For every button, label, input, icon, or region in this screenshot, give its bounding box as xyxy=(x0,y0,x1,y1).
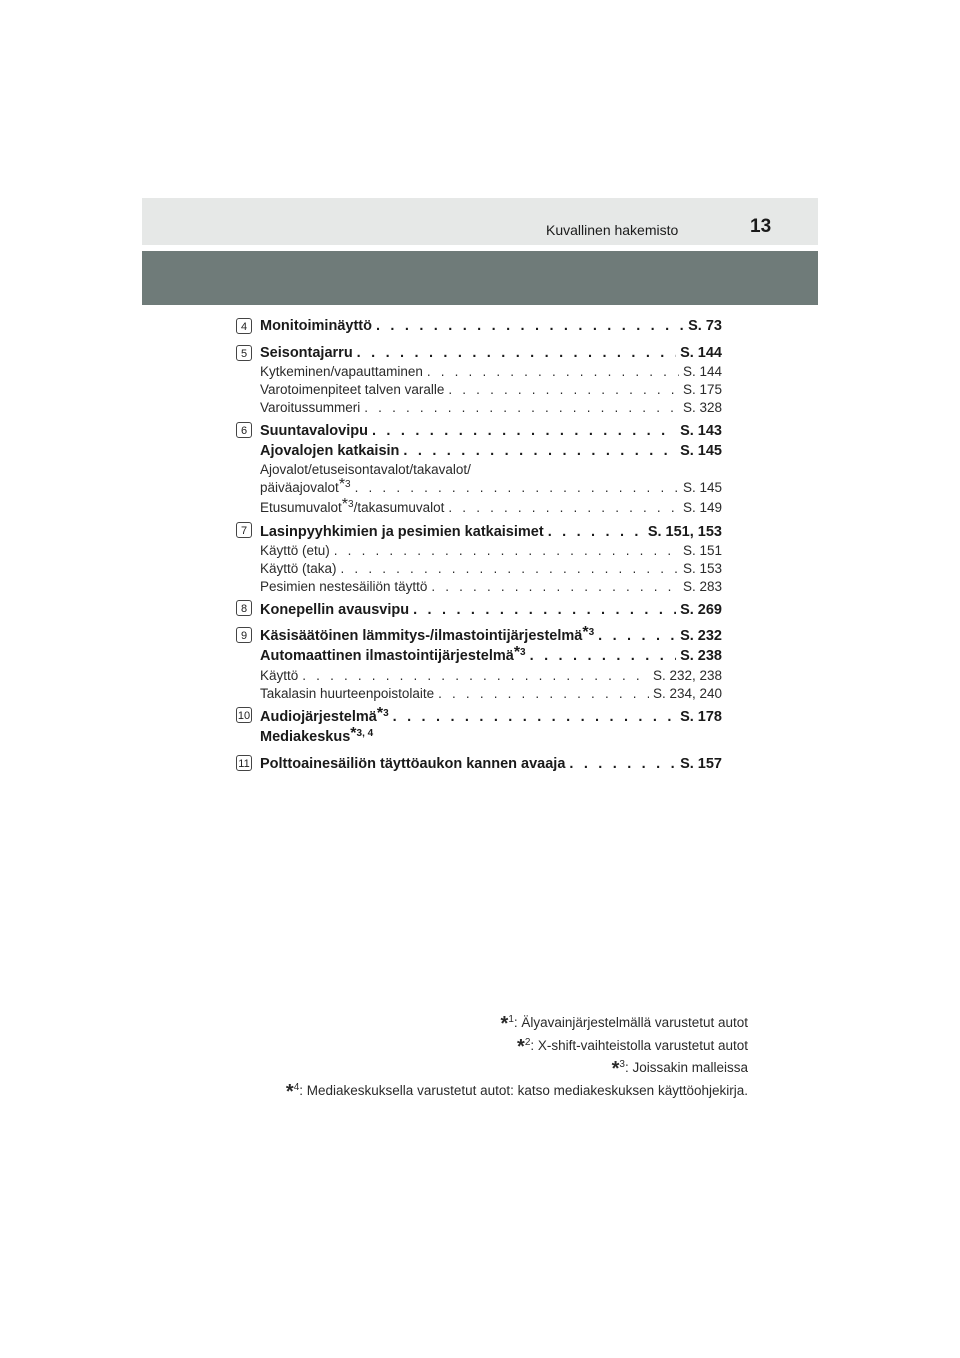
section-badge-7: 7 xyxy=(236,522,252,538)
toc-page: S. 283 xyxy=(682,579,722,594)
footnote-1 xyxy=(501,1013,748,1036)
toc-page: S. 175 xyxy=(682,382,722,397)
asterisk-icon: * xyxy=(513,644,521,661)
toc-page: S. 145 xyxy=(680,443,722,459)
leader-dots xyxy=(598,628,676,644)
toc-label: Varotoimenpiteet talven varalle xyxy=(260,382,445,397)
toc-page: S. 234, 240 xyxy=(652,686,722,701)
footnote-4 xyxy=(286,1081,748,1104)
toc-label: Polttoainesäiliön täyttöaukon kannen avaaja xyxy=(260,756,566,772)
leader-dots xyxy=(334,543,679,558)
asterisk-icon: * xyxy=(611,1058,620,1080)
leader-dots xyxy=(548,524,644,540)
toc-label: Audiojärjestelmä xyxy=(260,709,377,725)
toc-label-suffix: /takasumuvalot xyxy=(353,500,445,515)
section-title: Kuvallinen hakemisto xyxy=(546,222,679,238)
toc-label: Automaattinen ilmastointijärjestelmä xyxy=(260,648,514,664)
toc-subentry[interactable] xyxy=(260,364,722,379)
section-badge-5: 5 xyxy=(236,345,252,361)
leader-dots xyxy=(431,579,679,594)
toc-page: S. 144 xyxy=(680,345,722,361)
toc-page: S. 328 xyxy=(682,400,722,415)
toc-label: Etusumuvalot xyxy=(260,500,342,515)
section-badge-9: 9 xyxy=(236,627,252,643)
toc-label: päiväajovalot xyxy=(260,480,339,495)
toc-label: Konepellin avausvipu xyxy=(260,602,410,618)
toc-label: Käyttö (etu) xyxy=(260,543,330,558)
footnote-ref: 3 xyxy=(348,499,354,510)
asterisk-icon: * xyxy=(285,1081,294,1103)
leader-dots xyxy=(530,648,676,664)
toc-entry[interactable] xyxy=(260,624,722,644)
footnote-ref: 3, 4 xyxy=(356,728,374,739)
asterisk-icon: * xyxy=(341,496,349,513)
leader-dots xyxy=(376,318,684,334)
section-banner xyxy=(142,251,818,305)
leader-dots xyxy=(364,400,679,415)
page-number: 13 xyxy=(750,216,772,237)
asterisk-icon: * xyxy=(517,1036,525,1058)
toc-label: Monitoiminäyttö xyxy=(260,318,372,334)
footnote-ref: 3 xyxy=(383,708,389,719)
toc-entry[interactable] xyxy=(260,602,722,618)
footnote-number: 1 xyxy=(508,1014,514,1025)
leader-dots xyxy=(355,480,679,495)
leader-dots xyxy=(341,561,679,576)
toc-label: Käsisäätöinen lämmitys-/ilmastointijärjestelmä xyxy=(260,628,583,644)
toc-subentry[interactable] xyxy=(260,543,722,558)
toc-page: S. 151 xyxy=(682,543,722,558)
footnote-text: : Mediakeskuksella varustetut autot: katso mediakeskuksen käyttöohjekirja. xyxy=(299,1083,748,1098)
asterisk-icon: * xyxy=(350,725,357,742)
toc-page: S. 144 xyxy=(682,364,722,379)
toc-page: S. 232 xyxy=(680,628,722,644)
toc-page: S. 151, 153 xyxy=(647,524,722,540)
section-badge-11: 11 xyxy=(236,755,252,771)
toc-page: S. 145 xyxy=(682,480,722,495)
leader-dots xyxy=(302,668,649,683)
toc-page: S. 143 xyxy=(680,423,722,439)
toc-page: S. 232, 238 xyxy=(652,668,722,683)
footnote-number: 2 xyxy=(524,1037,531,1048)
toc-label: Kytkeminen/vapauttaminen xyxy=(260,364,423,379)
toc-entry[interactable] xyxy=(260,524,722,540)
section-badge-10: 10 xyxy=(236,707,252,723)
toc-entry[interactable] xyxy=(260,345,722,361)
leader-dots xyxy=(372,423,676,439)
footnote-text: : X-shift-vaihteistolla varustetut autot xyxy=(530,1038,748,1053)
toc-label: Mediakeskus xyxy=(260,729,351,745)
toc-label: Takalasin huurteenpoistolaite xyxy=(260,686,435,701)
toc-page: S. 149 xyxy=(682,500,722,515)
footnote-2 xyxy=(517,1036,748,1059)
toc-label: Käyttö xyxy=(260,668,299,683)
footnote-ref: 3 xyxy=(345,479,351,490)
toc-page: S. 153 xyxy=(682,561,722,576)
footnote-3 xyxy=(612,1058,748,1081)
section-badge-4: 4 xyxy=(236,318,252,334)
footnote-ref: 3 xyxy=(588,627,595,638)
header-band xyxy=(142,198,818,245)
toc-subentry[interactable] xyxy=(260,686,722,701)
toc-subentry-label: Ajovalot/etuseisontavalot/takavalot/ xyxy=(260,462,471,477)
leader-dots xyxy=(403,443,676,459)
leader-dots xyxy=(427,364,679,379)
leader-dots xyxy=(448,382,679,397)
toc-subentry[interactable] xyxy=(260,400,722,415)
toc-label: Seisontajarru xyxy=(260,345,353,361)
footnote-ref: 3 xyxy=(520,647,526,658)
asterisk-icon: * xyxy=(500,1013,509,1035)
asterisk-icon: * xyxy=(582,624,589,641)
toc-label: Käyttö (taka) xyxy=(260,561,337,576)
toc-label: Varoitussummeri xyxy=(260,400,361,415)
toc-subentry[interactable] xyxy=(260,561,722,576)
toc-entry[interactable] xyxy=(260,423,722,439)
toc-page: S. 238 xyxy=(680,648,722,664)
toc-label: Ajovalojen katkaisin xyxy=(260,443,400,459)
section-badge-6: 6 xyxy=(236,422,252,438)
toc-entry[interactable] xyxy=(260,705,722,725)
footnote-number: 4 xyxy=(293,1082,300,1093)
toc-subentry[interactable] xyxy=(260,382,722,397)
asterisk-icon: * xyxy=(376,705,384,722)
leader-dots xyxy=(413,602,676,618)
footnote-text: : Joissakin malleissa xyxy=(624,1060,748,1075)
toc-entry[interactable] xyxy=(260,443,722,459)
leader-dots xyxy=(438,686,649,701)
toc-label: Lasinpyyhkimien ja pesimien katkaisimet xyxy=(260,524,544,540)
leader-dots xyxy=(357,345,676,361)
toc-entry[interactable] xyxy=(260,725,722,745)
asterisk-icon: * xyxy=(338,476,346,493)
leader-dots xyxy=(569,756,676,772)
toc-entry[interactable] xyxy=(260,644,722,664)
toc-page: S. 269 xyxy=(680,602,722,618)
toc-page: S. 157 xyxy=(680,756,722,772)
leader-dots xyxy=(393,709,676,725)
toc-page: S. 73 xyxy=(688,318,722,334)
toc-entry[interactable] xyxy=(260,318,722,334)
footnote-number: 3 xyxy=(619,1059,625,1070)
toc-subentry[interactable] xyxy=(260,496,722,515)
toc-subentry[interactable] xyxy=(260,476,722,495)
toc-entry[interactable] xyxy=(260,756,722,772)
toc-label: Suuntavalovipu xyxy=(260,423,368,439)
toc-subentry[interactable] xyxy=(260,668,722,683)
toc-subentry[interactable] xyxy=(260,579,722,594)
footnote-text: : Älyavainjärjestelmällä varustetut autot xyxy=(513,1015,748,1030)
leader-dots xyxy=(448,500,679,515)
section-badge-8: 8 xyxy=(236,600,252,616)
toc-label: Pesimien nestesäiliön täyttö xyxy=(260,579,428,594)
toc-page: S. 178 xyxy=(680,709,722,725)
